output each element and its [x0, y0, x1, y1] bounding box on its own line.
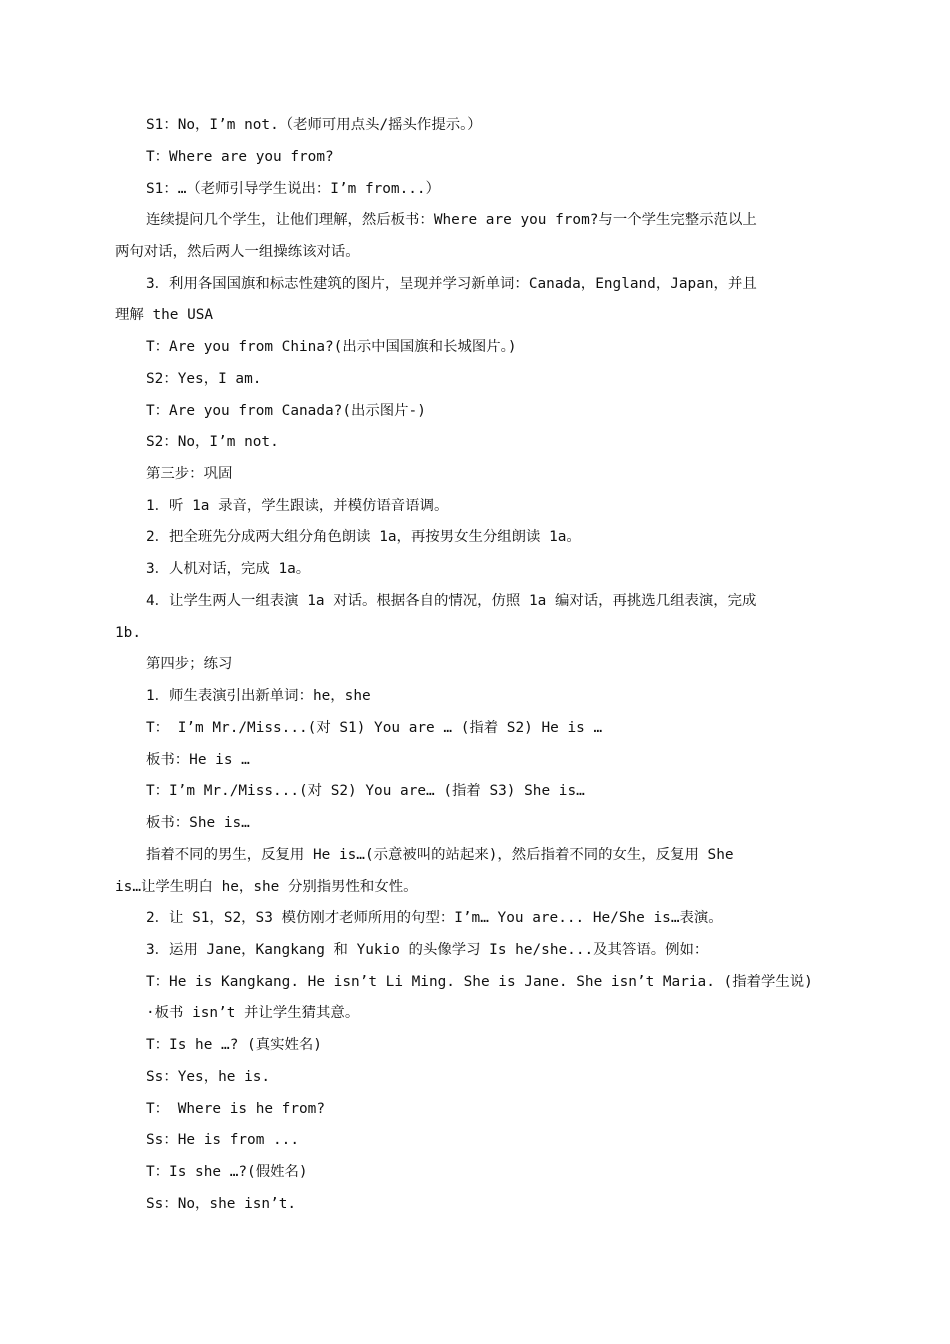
dialogue-line: T：I’m Mr./Miss...(对 S2) You are… (指着 S3) She is… [146, 783, 585, 799]
dialogue-line: S1：No，I’m not.（老师可用点头/摇头作提示。） [146, 117, 482, 133]
section-heading: 第四步；练习 [146, 656, 233, 672]
dialogue-line: T：Is he …? (真实姓名) [146, 1037, 322, 1053]
paragraph-line: 两句对话，然后两人一组操练该对话。 [115, 244, 360, 260]
paragraph-line: 4．让学生两人一组表演 1a 对话。根据各自的情况，仿照 1a 编对话，再挑选几组表演，完成 [146, 593, 757, 609]
paragraph-line: 2．把全班先分成两大组分角色朗读 1a，再按男女生分组朗读 1a。 [146, 529, 581, 545]
paragraph-line: ·板书 isn’t 并让学生猜其意。 [146, 1005, 360, 1021]
paragraph-line: 连续提问几个学生，让他们理解，然后板书：Where are you from?与一个学生完整示范以上 [146, 212, 757, 228]
paragraph-line: 板书：She is… [146, 815, 250, 831]
dialogue-line: T： Where is he from? [146, 1101, 326, 1117]
dialogue-line: S2：No，I’m not. [146, 434, 279, 450]
paragraph-line: 2．让 S1，S2，S3 模仿刚才老师所用的句型：I’m… You are... He/She is…表演。 [146, 910, 723, 926]
paragraph-line: 1b. [115, 625, 141, 641]
dialogue-line: Ss：He is from ... [146, 1132, 300, 1148]
dialogue-line: S1：…（老师引导学生说出：I’m from...） [146, 181, 440, 197]
paragraph-line: 板书：He is … [146, 752, 250, 768]
paragraph-line: 3．人机对话，完成 1a。 [146, 561, 311, 577]
paragraph-line: 3．利用各国国旗和标志性建筑的图片，呈现并学习新单词：Canada，England，Japan，并且 [146, 276, 757, 292]
dialogue-line: Ss：Yes，he is. [146, 1069, 271, 1085]
dialogue-line: T：Is she …?(假姓名) [146, 1164, 308, 1180]
dialogue-line: T：Are you from Canada?(出示图片-) [146, 403, 426, 419]
dialogue-line: S2：Yes，I am. [146, 371, 262, 387]
dialogue-line: Ss：No，she isn’t. [146, 1196, 297, 1212]
paragraph-line: is…让学生明白 he，she 分别指男性和女性。 [115, 879, 418, 895]
paragraph-line: 1．师生表演引出新单词：he，she [146, 688, 371, 704]
paragraph-line: 3．运用 Jane，Kangkang 和 Yukio 的头像学习 Is he/she...及其答语。例如： [146, 942, 709, 958]
paragraph-line: 理解 the USA [115, 307, 214, 323]
section-heading: 第三步：巩固 [146, 466, 233, 482]
dialogue-line: T： I’m Mr./Miss...(对 S1) You are … (指着 S2) He is … [146, 720, 603, 736]
paragraph-line: 1．听 1a 录音，学生跟读，并模仿语音语调。 [146, 498, 449, 514]
paragraph-line: 指着不同的男生，反复用 He is…(示意被叫的站起来)，然后指着不同的女生，反复用 She [146, 847, 734, 863]
dialogue-line: T：He is Kangkang. He isn’t Li Ming. She is Jane. She isn’t Maria. (指着学生说) [146, 974, 813, 990]
dialogue-line: T：Where are you from? [146, 149, 334, 165]
dialogue-line: T：Are you from China?(出示中国国旗和长城图片。) [146, 339, 517, 355]
